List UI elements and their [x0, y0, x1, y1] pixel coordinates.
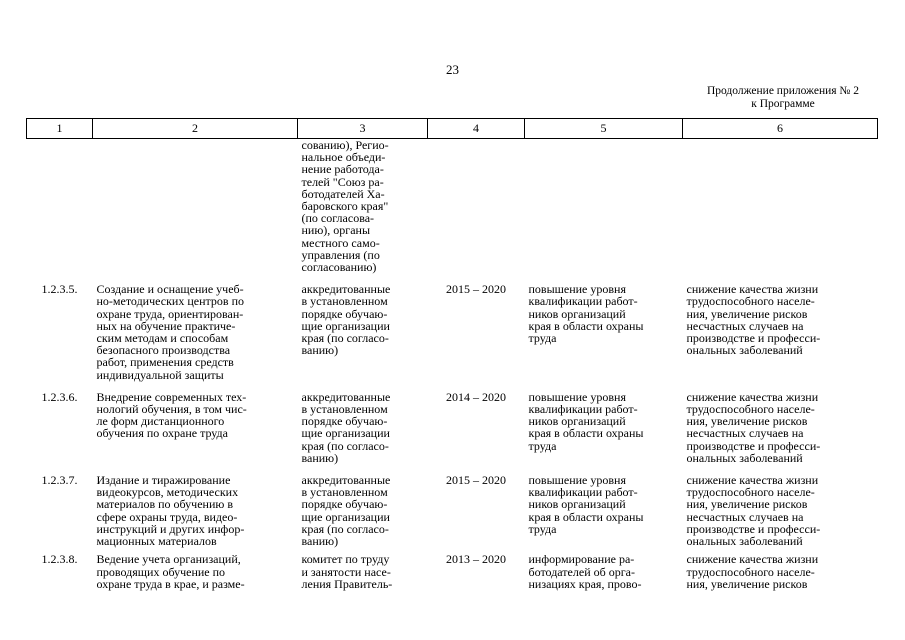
- executor-cell: [298, 275, 428, 383]
- executor-cell: [298, 466, 428, 549]
- cell-text-line: повышение уровня: [528, 282, 626, 297]
- column-header: 1: [27, 119, 93, 139]
- table-row: [27, 466, 878, 549]
- cell-text-line: ления Правитель-: [301, 576, 393, 591]
- appendix-note: [688, 85, 878, 111]
- cell-text-line: производстве и професси-: [686, 521, 821, 536]
- consequence-cell: [683, 549, 878, 592]
- cell-text-line: (по согласова-: [301, 211, 375, 226]
- cell-text-line: снижение качества жизни: [686, 552, 819, 567]
- cell-text-line: труда: [528, 438, 557, 453]
- cell-text-line: аккредитованные: [301, 282, 391, 297]
- cell-text-line: безопасного производства: [96, 343, 231, 358]
- cell-text-line: трудоспособного населе-: [686, 294, 815, 309]
- cell-text-line: нию), органы: [301, 223, 371, 238]
- cell-text-line: края (по согласо-: [301, 438, 389, 453]
- cell-text-line: повышение уровня: [528, 389, 626, 404]
- table-row: [27, 383, 878, 466]
- cell-text-line: труда: [528, 331, 557, 346]
- cell-text-line: производстве и професси-: [686, 438, 821, 453]
- cell-text-line: мационных материалов: [96, 534, 217, 549]
- cell-text-line: порядке обучаю-: [301, 497, 388, 512]
- cell-text-line: баровского края": [301, 199, 389, 214]
- cell-text-line: Внедрение современных тех-: [96, 389, 247, 404]
- executor-cell: [298, 139, 428, 276]
- cell-text-line: квалификации работ-: [528, 485, 638, 500]
- row-number-cell: 1.2.3.6.: [41, 389, 78, 404]
- cell-text-line: в установленном: [301, 294, 388, 309]
- cell-text-line: несчастных случаев на: [686, 509, 804, 524]
- cell-text-line: края в области охраны: [528, 426, 644, 441]
- appendix-note-line: Продолжение приложения № 2: [706, 85, 860, 97]
- cell-text-line: края (по согласо-: [301, 521, 389, 536]
- cell-text-line: Создание и оснащение учеб-: [96, 282, 244, 297]
- cell-text-line: Ведение учета организаций,: [96, 552, 241, 567]
- column-header: 3: [298, 119, 428, 139]
- table-row: [27, 549, 878, 592]
- cell-text-line: ским методам и способам: [96, 331, 229, 346]
- cell-text-line: работ, применения средств: [96, 355, 234, 370]
- table-header-row: [27, 119, 878, 139]
- cell-text-line: ванию): [301, 343, 339, 358]
- cell-text-line: охране труда в крае, и разме-: [96, 576, 245, 591]
- cell-text-line: материалов по обучению в: [96, 497, 234, 512]
- cell-text-line: трудоспособного населе-: [686, 402, 815, 417]
- cell-text-line: трудоспособного населе-: [686, 564, 815, 579]
- cell-text-line: ния, увеличение рисков: [686, 414, 808, 429]
- cell-text-line: ле форм дистанционного: [96, 414, 225, 429]
- cell-text-line: ных на обучение практиче-: [96, 318, 236, 333]
- appendix-note-line: к Программе: [751, 98, 815, 110]
- cell-text-line: производстве и професси-: [686, 331, 821, 346]
- cell-text-line: Издание и тиражирование: [96, 473, 231, 488]
- cell-text-line: ванию): [301, 450, 339, 465]
- result-cell: [525, 549, 683, 592]
- continuation-row: [27, 139, 878, 276]
- column-header: 4: [428, 119, 525, 139]
- cell-text-line: согласованию): [301, 260, 377, 275]
- cell-text-line: порядке обучаю-: [301, 414, 388, 429]
- column-header: 2: [93, 119, 298, 139]
- cell-text-line: телей "Союз ра-: [301, 174, 384, 189]
- activity-cell: [93, 383, 298, 466]
- cell-text-line: квалификации работ-: [528, 402, 638, 417]
- result-cell: [525, 383, 683, 466]
- row-number-cell: 1.2.3.7.: [41, 473, 78, 488]
- cell-text-line: снижение качества жизни: [686, 389, 819, 404]
- cell-text-line: ников организаций: [528, 414, 626, 429]
- executor-cell: [298, 383, 428, 466]
- period-cell: 2015 – 2020: [446, 473, 506, 488]
- cell-text-line: ников организаций: [528, 306, 626, 321]
- cell-text-line: края (по согласо-: [301, 331, 389, 346]
- result-cell: [525, 275, 683, 383]
- cell-text-line: сфере охраны труда, видео-: [96, 509, 238, 524]
- cell-text-line: снижение качества жизни: [686, 282, 819, 297]
- cell-text-line: повышение уровня: [528, 473, 626, 488]
- cell-text-line: охране труда, ориентирован-: [96, 306, 244, 321]
- cell-text-line: края в области охраны: [528, 509, 644, 524]
- cell-text-line: нологий обучения, в том чис-: [96, 402, 247, 417]
- cell-text-line: ния, увеличение рисков: [686, 576, 808, 591]
- cell-text-line: ванию): [301, 534, 339, 549]
- cell-text-line: квалификации работ-: [528, 294, 638, 309]
- cell-text-line: ников организаций: [528, 497, 626, 512]
- cell-text-line: информирование ра-: [528, 552, 635, 567]
- cell-text-line: снижение качества жизни: [686, 473, 819, 488]
- cell-text-line: нение работода-: [301, 162, 384, 177]
- cell-text-line: местного само-: [301, 235, 380, 250]
- row-number-cell: 1.2.3.8.: [41, 552, 78, 567]
- cell-text-line: сованию), Регио-: [301, 138, 389, 152]
- page-number: 23: [446, 62, 459, 77]
- cell-text-line: в установленном: [301, 402, 388, 417]
- cell-text-line: ботодателей Ха-: [301, 186, 385, 201]
- period-cell: 2014 – 2020: [446, 389, 506, 404]
- cell-text-line: ния, увеличение рисков: [686, 306, 808, 321]
- cell-text-line: аккредитованные: [301, 389, 391, 404]
- result-cell: [525, 466, 683, 549]
- cell-text-line: трудоспособного населе-: [686, 485, 815, 500]
- cell-text-line: низациях края, прово-: [528, 576, 642, 591]
- period-cell: 2013 – 2020: [446, 552, 506, 567]
- row-number-cell: 1.2.3.5.: [41, 282, 78, 297]
- consequence-cell: [683, 275, 878, 383]
- program-activities-table: [26, 118, 878, 592]
- consequence-cell: [683, 383, 878, 466]
- cell-text-line: управления (по: [301, 247, 380, 262]
- cell-text-line: труда: [528, 521, 557, 536]
- cell-text-line: инструкций и других инфор-: [96, 521, 245, 536]
- cell-text-line: ональных заболеваний: [686, 534, 803, 549]
- cell-text-line: щие организации: [301, 509, 390, 524]
- cell-text-line: щие организации: [301, 426, 390, 441]
- cell-text-line: и занятости насе-: [301, 564, 391, 579]
- cell-text-line: комитет по труду: [301, 552, 390, 567]
- column-header: 6: [683, 119, 878, 139]
- cell-text-line: несчастных случаев на: [686, 318, 804, 333]
- period-cell: 2015 – 2020: [446, 282, 506, 297]
- activity-cell: [93, 466, 298, 549]
- activity-cell: [93, 549, 298, 592]
- executor-cell: [298, 549, 428, 592]
- cell-text-line: порядке обучаю-: [301, 306, 388, 321]
- cell-text-line: ональных заболеваний: [686, 450, 803, 465]
- cell-text-line: ния, увеличение рисков: [686, 497, 808, 512]
- table-row: [27, 275, 878, 383]
- consequence-cell: [683, 466, 878, 549]
- cell-text-line: щие организации: [301, 318, 390, 333]
- cell-text-line: ботодателей об орга-: [528, 564, 635, 579]
- cell-text-line: края в области охраны: [528, 318, 644, 333]
- cell-text-line: но-методических центров по: [96, 294, 244, 309]
- cell-text-line: проводящих обучение по: [96, 564, 226, 579]
- activity-cell: [93, 275, 298, 383]
- cell-text-line: видеокурсов, методических: [96, 485, 239, 500]
- cell-text-line: индивидуальной защиты: [96, 367, 224, 382]
- column-header: 5: [525, 119, 683, 139]
- cell-text-line: несчастных случаев на: [686, 426, 804, 441]
- cell-text-line: аккредитованные: [301, 473, 391, 488]
- cell-text-line: нальное объеди-: [301, 150, 386, 165]
- cell-text-line: ональных заболеваний: [686, 343, 803, 358]
- cell-text-line: в установленном: [301, 485, 388, 500]
- cell-text-line: обучения по охране труда: [96, 426, 228, 441]
